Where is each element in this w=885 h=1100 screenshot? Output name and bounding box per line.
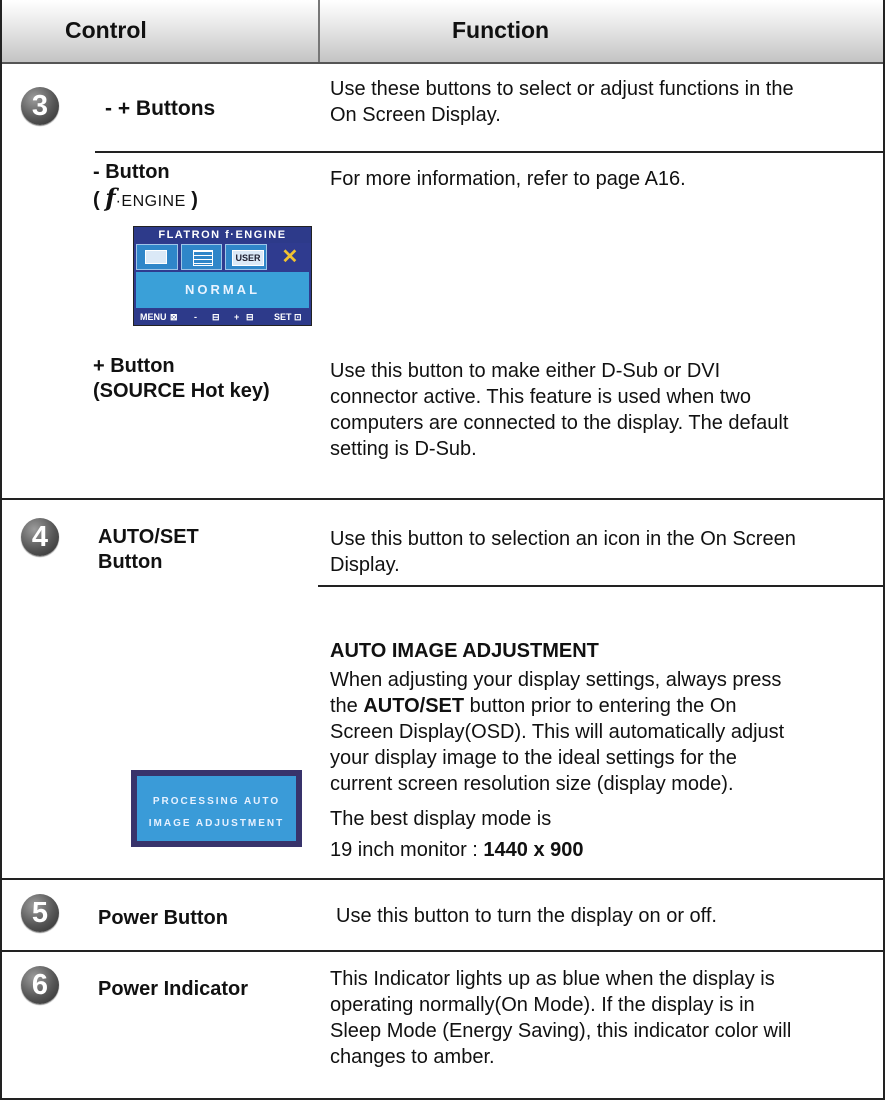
table-header (0, 0, 885, 64)
auto-set-button-label: AUTO/SET Button (98, 526, 199, 573)
text-mode-icon (181, 244, 223, 270)
osd-icon-row (136, 244, 309, 270)
plus-button-label: + Button (SOURCE Hot key) (93, 355, 270, 402)
user-mode-icon: USER (225, 244, 267, 270)
row-divider (0, 498, 885, 500)
row-divider (318, 585, 885, 587)
monitor-icon (136, 244, 178, 270)
row-divider (95, 151, 885, 153)
header-divider (318, 0, 320, 62)
plus-minus-buttons-description: Use these buttons to select or adjust functions in the On Screen Display. (330, 78, 794, 126)
osd-button-bar: MENU ⊠ - ⊟ + ⊟ SET ⊡ (134, 309, 311, 325)
fengine-logo-icon: f (105, 183, 116, 212)
minus-button-label: - Button (93, 161, 170, 183)
number-badge-4: 4 (21, 518, 59, 556)
menu-key-icon: ⊠ (170, 312, 178, 322)
power-button-label: Power Button (98, 907, 228, 929)
power-indicator-description: This Indicator lights up as blue when the display is operating normally(On Mode). If the display is in Sleep Mode (Energy Saving), this indicator color will changes to amber. (330, 968, 792, 1068)
osd-fengine-screen (133, 226, 312, 326)
minus-button-description: For more information, refer to page A16. (330, 168, 686, 190)
number-badge-6: 6 (21, 966, 59, 1004)
exit-icon: ✕ (270, 244, 310, 270)
fengine-label: ( f·ENGINE ) (93, 183, 198, 212)
auto-set-description: Use this button to selection an icon in the On Screen Display. (330, 528, 796, 576)
table-left-border (0, 0, 2, 1100)
plus-key-icon: ⊟ (246, 312, 254, 322)
row-divider (0, 878, 885, 880)
power-indicator-label: Power Indicator (98, 978, 249, 1000)
minus-key-icon: ⊟ (212, 312, 220, 322)
osd-title: FLATRON f·ENGINE (134, 227, 311, 243)
power-button-description: Use this button to turn the display on or off. (336, 905, 717, 927)
auto-image-adjustment-text: AUTO IMAGE ADJUSTMENT When adjusting your display settings, always press the AUTO/SET button prior to entering the On Screen Display(OSD). This will automatically adjust your display image to the ideal settings for the current screen resolution size (display mode). The best display mode is 19 inch monitor : 1440 x 900 (330, 640, 785, 861)
control-column-header: Control (65, 17, 147, 43)
plus-minus-buttons-label: - + Buttons (105, 97, 216, 120)
row-divider (0, 950, 885, 952)
number-badge-5: 5 (21, 894, 59, 932)
set-key-icon: ⊡ (294, 312, 302, 322)
osd-mode-text: NORMAL (136, 272, 309, 308)
number-badge-3: 3 (21, 87, 59, 125)
plus-button-description: Use this button to make either D-Sub or DVI connector active. This feature is used when two computers are connected to the display. The default setting is D-Sub. (330, 360, 789, 460)
processing-auto-screen: PROCESSING AUTO IMAGE ADJUSTMENT (131, 770, 302, 847)
function-column-header: Function (452, 17, 550, 43)
